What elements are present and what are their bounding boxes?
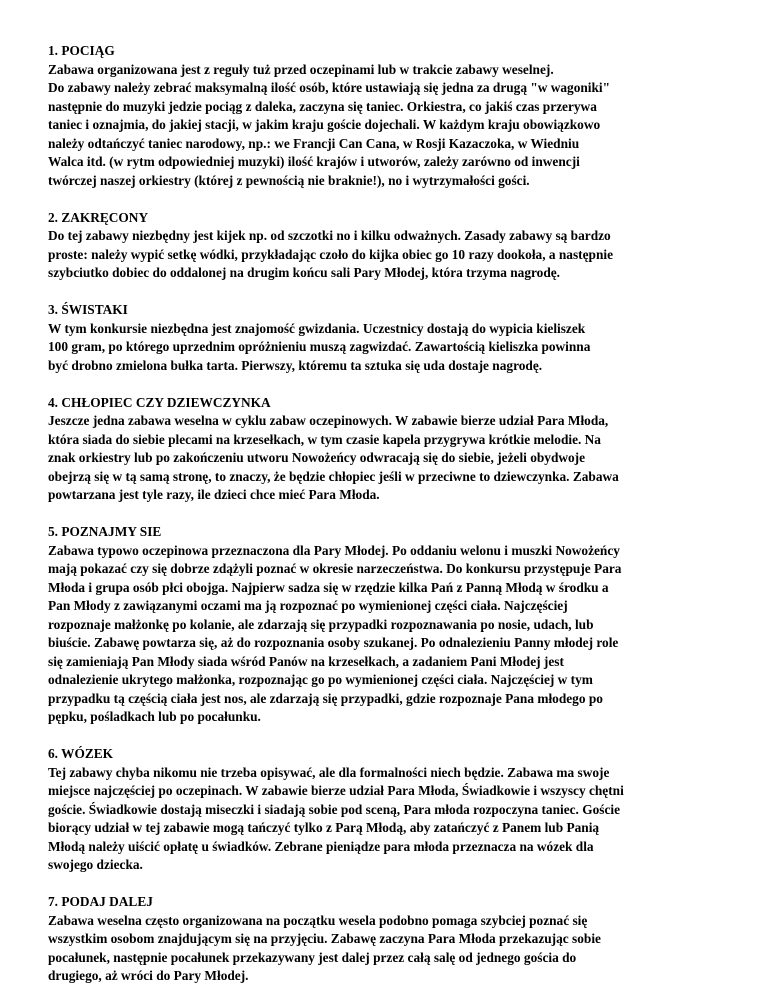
- paragraph-line: W tym konkursie niezbędna jest znajomość gwizdania. Uczestnicy dostają do wypicia kieliszek: [48, 320, 586, 336]
- paragraph-line: drugiego, aż wróci do Pary Młodej.: [48, 968, 249, 983]
- paragraph-line: Zabawa weselna często organizowana na początku wesela podobno pomaga szybciej poznać się: [48, 912, 588, 928]
- section-chlopiec-czy-dziewczynka: [48, 394, 720, 505]
- section-title: 3. ŚWISTAKI: [48, 302, 128, 317]
- paragraph-line: pocałunek, następnie pocałunek przekazywany jest dalej przez całą salę od jednego gościa do: [48, 949, 577, 965]
- paragraph-line: się zamieniają Pan Młody siada wśród Panów na krzesełkach, a zadaniem Pani Młodej jest: [48, 653, 564, 669]
- paragraph-line: która siada do siebie plecami na krzesełkach, w tym czasie kapela przygrywa krótkie melodie. Na: [48, 431, 601, 447]
- paragraph-line: Zabawa organizowana jest z reguły tuż przed oczepinami lub w trakcie zabawy weselnej.: [48, 61, 554, 77]
- paragraph-line: następnie do muzyki jedzie pociąg z daleka, zaczyna się taniec. Orkiestra, co jakiś czas przerywa: [48, 98, 597, 114]
- paragraph-line: znak orkiestry lub po zakończeniu utworu Nowożeńcy odwracają się do siebie, jeżeli obydwoje: [48, 450, 586, 465]
- paragraph-line: proste: należy wypić setkę wódki, przykładając czoło do kijka obiec go 10 razy dookoła, a następnie: [48, 246, 614, 262]
- section-title: 4. CHŁOPIEC CZY DZIEWCZYNKA: [48, 394, 271, 410]
- section-title: 1. POCIĄG: [48, 43, 115, 58]
- paragraph-line: rozpoznaje małżonkę po kolanie, ale zdarzają się przypadki rozpoznawania po nosie, udach, lub: [48, 616, 594, 632]
- paragraph-line: należy odtańczyć taniec narodowy, np.: we Francji Can Cana, w Rosji Kazaczoka, w Wiedniu: [48, 135, 580, 151]
- document-page: [48, 42, 720, 1004]
- paragraph-line: twórczej naszej orkiestry (której z pewnością nie braknie!), no i wytrzymałości gości.: [48, 172, 530, 188]
- paragraph-line: przypadku tą częścią ciała jest nos, ale zdarzają się przypadki, gdzie rozpoznaje Pana młodego po: [48, 690, 603, 706]
- paragraph-line: Młodą należy uiścić opłatę u świadków. Zebrane pieniądze para młoda przeznacza na wózek dla: [48, 838, 594, 854]
- paragraph-line: swojego dziecka.: [48, 857, 143, 872]
- paragraph-line: Zabawa typowo oczepinowa przeznaczona dla Pary Młodej. Po oddaniu welonu i muszki Nowożeńcy: [48, 542, 620, 558]
- paragraph-line: być drobno zmielona bułka tarta. Pierwszy, któremu ta sztuka się uda dostaje nagrodę.: [48, 357, 543, 373]
- paragraph-line: Jeszcze jedna zabawa weselna w cyklu zabaw oczepinowych. W zabawie bierze udział Para Młoda,: [48, 413, 609, 428]
- section-podaj-dalej: [48, 893, 720, 986]
- paragraph-line: Do zabawy należy zebrać maksymalną ilość osób, które ustawiają się jedna za drugą "w wagoniki": [48, 80, 611, 95]
- paragraph-line: biorący udział w tej zabawie mogą tańczyć tylko z Parą Młodą, aby zatańczyć z Panem lub Panią: [48, 820, 600, 835]
- section-poznajmy-sie: [48, 523, 720, 727]
- section-zakrecony: [48, 209, 720, 283]
- paragraph-line: Do tej zabawy niezbędny jest kijek np. od szczotki no i kilku odważnych. Zasady zabawy są bardzo: [48, 228, 611, 243]
- paragraph-line: wszystkim osobom znajdującym się na przyjęciu. Zabawę zaczyna Para Młoda przekazując sobie: [48, 931, 601, 946]
- paragraph-line: mają pokazać czy się dobrze zdążyli poznać w okresie narzeczeństwa. Do konkursu przystępuje Para: [48, 561, 622, 576]
- paragraph-line: taniec i oznajmia, do jakiej stacji, w jakim kraju goście dojechali. W każdym kraju obowiązkowo: [48, 117, 601, 132]
- section-wozek: [48, 745, 720, 875]
- paragraph-line: biuście. Zabawę powtarza się, aż do rozpoznania osoby szukanej. Po odnalezieniu Panny młodej role: [48, 635, 619, 650]
- paragraph-line: 100 gram, po którego uprzednim opróżnieniu muszą zagwizdać. Zawartością kieliszka powinna: [48, 339, 591, 354]
- paragraph-line: Młoda i grupa osób płci obojga. Najpierw sadza się w rzędzie kilka Pań z Panną Młodą w środku a: [48, 579, 609, 595]
- paragraph-line: Walca itd. (w rytm odpowiedniej muzyki) ilość krajów i utworów, zależy zarówno od inwencji: [48, 154, 580, 169]
- section-swistaki: [48, 301, 720, 375]
- section-title: 2. ZAKRĘCONY: [48, 209, 149, 225]
- paragraph-line: powtarzana jest tyle razy, ile dzieci chce mieć Para Młoda.: [48, 487, 380, 502]
- paragraph-line: obejrzą się w tą samą stronę, to znaczy, że będzie chłopiec jeśli w przeciwne to dziewczynka. Zabawa: [48, 468, 619, 484]
- section-pociag: [48, 42, 720, 190]
- section-title: 6. WÓZEK: [48, 746, 114, 761]
- paragraph-line: pępku, pośladkach lub po pocałunku.: [48, 709, 261, 724]
- paragraph-line: miejsce najczęściej po oczepinach. W zabawie bierze udział Para Młoda, Świadkowie i wszyscy chętni: [48, 783, 624, 798]
- paragraph-line: szybciutko dobiec do oddalonej na drugim końcu sali Pary Młodej, która trzyma nagrodę.: [48, 265, 561, 280]
- section-title: 7. PODAJ DALEJ: [48, 894, 153, 909]
- section-title: 5. POZNAJMY SIE: [48, 524, 162, 539]
- paragraph-line: odnalezienie ukrytego małżonka, rozpoznając go po wymienionej części ciała. Najczęściej w tym: [48, 672, 593, 687]
- paragraph-line: goście. Świadkowie dostają miseczki i siadają sobie pod sceną, Para młoda rozpoczyna taniec. Goście: [48, 801, 621, 817]
- paragraph-line: Tej zabawy chyba nikomu nie trzeba opisywać, ale dla formalności niech będzie. Zabawa ma swoje: [48, 764, 610, 780]
- paragraph-line: Pan Młody z zawiązanymi oczami ma ją rozpoznać po wymienionej części ciała. Najczęściej: [48, 598, 568, 613]
